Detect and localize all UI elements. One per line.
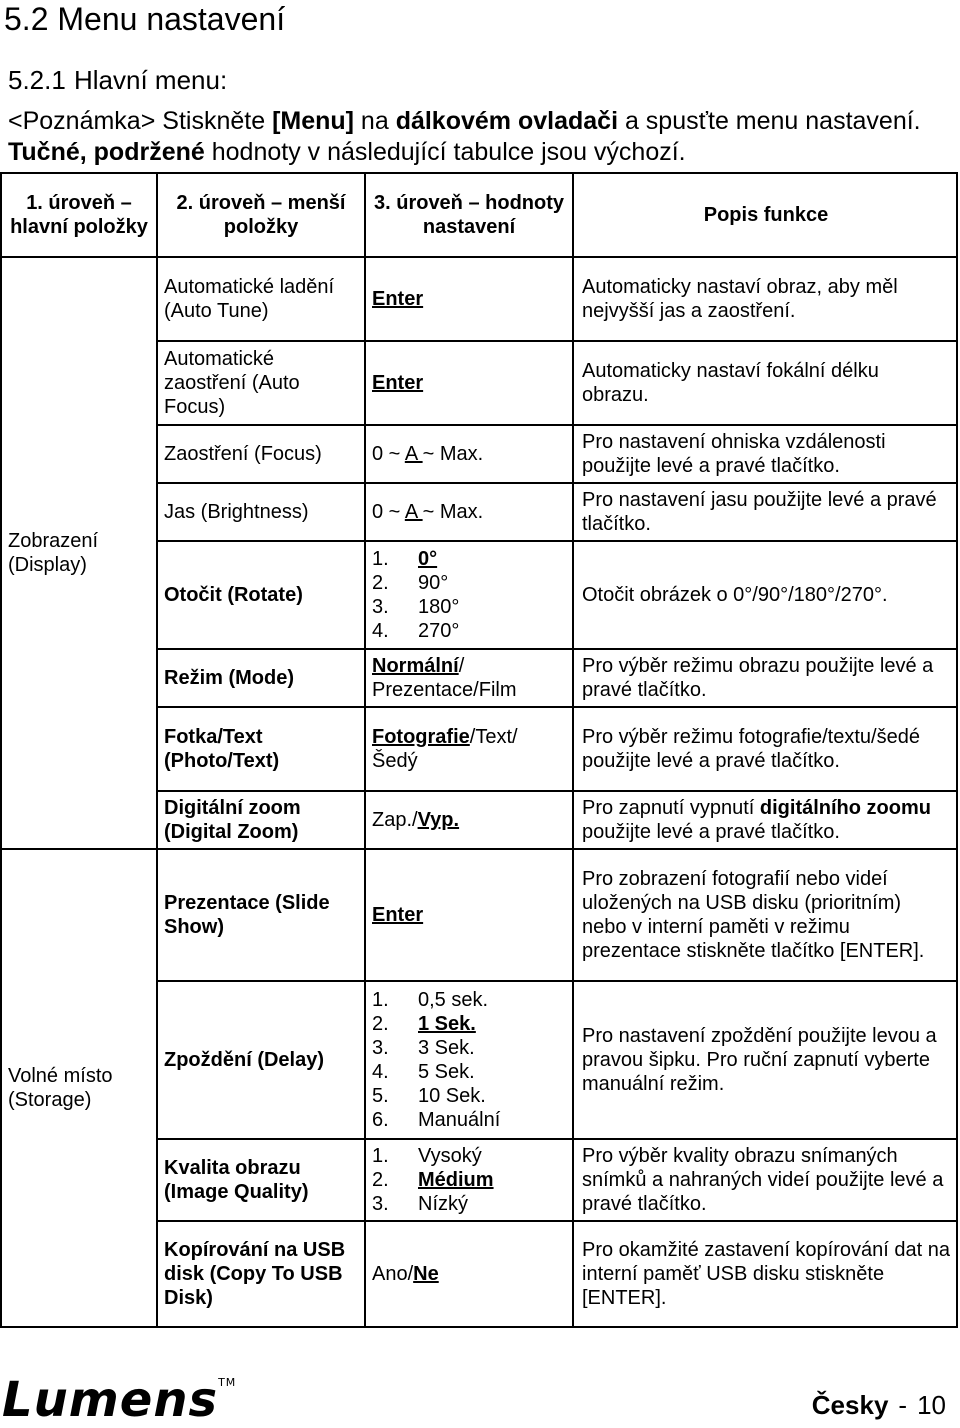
value-cell: 0 ~ A ~ Max. [365, 483, 573, 541]
description-cell: Pro nastavení ohniska vzdálenosti použijte levé a pravé tlačítko. [573, 425, 957, 483]
table-row [1, 257, 957, 341]
level2-cell: Zaostření (Focus) [157, 425, 365, 483]
value-cell: Normální/ Prezentace/Film [365, 649, 573, 707]
value-cell [365, 1139, 573, 1221]
value-cell: Ano/Ne [365, 1221, 573, 1327]
description-cell: Pro nastavení zpoždění použijte levou a pravou šipku. Pro ruční zapnutí vyberte manuální režim. [573, 981, 957, 1139]
header-level2: 2. úroveň – menší položky [157, 173, 365, 257]
value-cell [365, 541, 573, 649]
level2-cell: Digitální zoom (Digital Zoom) [157, 791, 365, 849]
lumens-logo: Lumens™ [2, 1372, 237, 1428]
value-cell: Fotografie/Text/ Šedý [365, 707, 573, 791]
options-list: 1. Vysoký 2. Médium 3. Nízký [372, 1145, 494, 1215]
level2-cell: Prezentace (Slide Show) [157, 849, 365, 981]
level1-storage: Volné místo (Storage) [1, 849, 157, 1327]
header-level1: 1. úroveň – hlavní položky [1, 173, 157, 257]
value-cell: 0 ~ A ~ Max. [365, 425, 573, 483]
table-header-row [1, 173, 957, 257]
value-cell [365, 981, 573, 1139]
description-cell: Automaticky nastaví obraz, aby měl nejvyšší jas a zaostření. [573, 257, 957, 341]
page-footer: Česky - 10 [811, 1390, 946, 1420]
description-cell: Pro výběr režimu obrazu použijte levé a pravé tlačítko. [573, 649, 957, 707]
table-row [1, 849, 957, 981]
description-cell: Pro zapnutí vypnutí digitálního zoomu použijte levé a pravé tlačítko. [573, 791, 957, 849]
level2-cell: Kvalita obrazu (Image Quality) [157, 1139, 365, 1221]
description-cell: Automaticky nastaví fokální délku obrazu. [573, 341, 957, 425]
level2-cell: Jas (Brightness) [157, 483, 365, 541]
menu-settings-table [0, 172, 958, 1328]
level2-cell: Zpoždění (Delay) [157, 981, 365, 1139]
value-cell: Zap./Vyp. [365, 791, 573, 849]
header-description: Popis funkce [573, 173, 957, 257]
options-list: 1. 0,5 sek. 2. 1 Sek. 3. 3 Sek. 4. 5 Sek. 5. 10 Sek. 6. Manuální [372, 989, 501, 1131]
level1-display: Zobrazení (Display) [1, 257, 157, 849]
section-heading: 5.2.1 Hlavní menu: [8, 65, 228, 95]
value-cell: Enter [365, 257, 573, 341]
level2-cell: Automatické ladění (Auto Tune) [157, 257, 365, 341]
options-list: 1. 0° 2. 90° 3. 180° 4. 270° [372, 548, 460, 642]
page-title: 5.2 Menu nastavení [4, 1, 286, 37]
description-cell: Pro nastavení jasu použijte levé a pravé tlačítko. [573, 483, 957, 541]
description-cell: Pro zobrazení fotografií nebo videí uložených na USB disku (prioritním) nebo v interní paměti v režimu prezentace stiskněte tlačítko [ENTER]. [573, 849, 957, 981]
note-paragraph: <Poznámka> Stiskněte [Menu] na dálkovém ovladači a spusťte menu nastavení. Tučné, podržené hodnoty v následující tabulce jsou výchozí. [8, 107, 921, 166]
value-cell: Enter [365, 341, 573, 425]
description-cell: Pro výběr kvality obrazu snímaných snímků a nahraných videí použijte levé a pravé tlačítko. [573, 1139, 957, 1221]
level2-cell: Kopírování na USB disk (Copy To USB Disk) [157, 1221, 365, 1327]
level2-cell: Otočit (Rotate) [157, 541, 365, 649]
description-cell: Pro výběr režimu fotografie/textu/šedé použijte levé a pravé tlačítko. [573, 707, 957, 791]
description-cell: Pro okamžité zastavení kopírování dat na interní paměť USB disku stiskněte [ENTER]. [573, 1221, 957, 1327]
level2-cell: Automatické zaostření (Auto Focus) [157, 341, 365, 425]
header-level3: 3. úroveň – hodnoty nastavení [365, 173, 573, 257]
level2-cell: Fotka/Text (Photo/Text) [157, 707, 365, 791]
description-cell: Otočit obrázek o 0°/90°/180°/270°. [573, 541, 957, 649]
value-cell: Enter [365, 849, 573, 981]
level2-cell: Režim (Mode) [157, 649, 365, 707]
